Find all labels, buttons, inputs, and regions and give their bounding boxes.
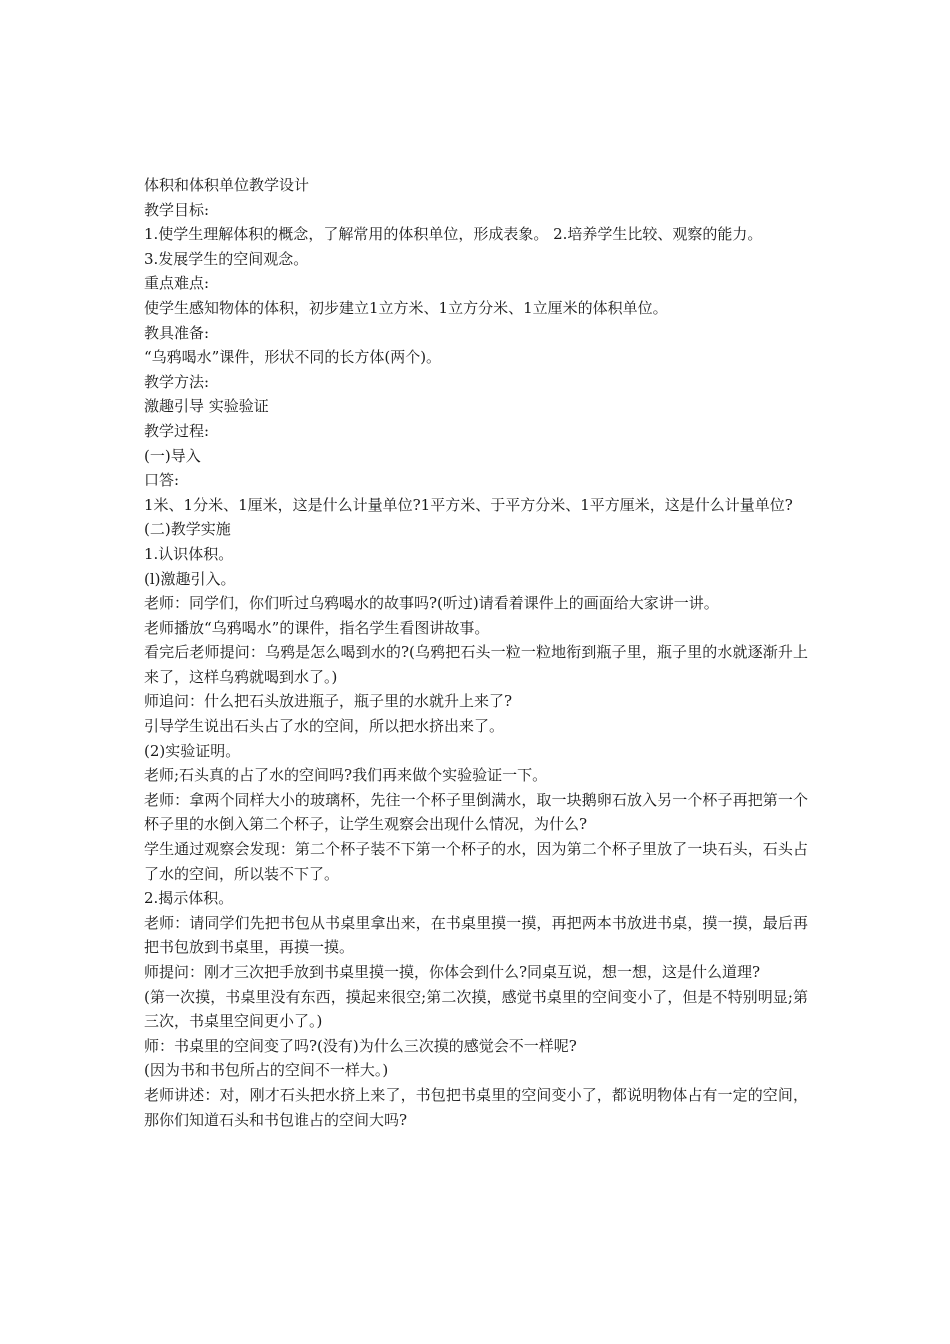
paragraph: 教学方法: bbox=[144, 372, 210, 391]
paragraph: (二)教学实施 bbox=[144, 520, 231, 539]
paragraph: 激趣引导 实验验证 bbox=[144, 397, 269, 416]
paragraph: (一)导入 bbox=[144, 446, 201, 465]
paragraph: 老师：拿两个同样大小的玻璃杯，先往一个杯子里倒满水，取一块鹅卵石放入另一个杯子再把第一个杯子里的水倒入第二个杯子，让学生观察会出现什么情况，为什么? bbox=[144, 790, 808, 834]
paragraph: (因为书和书包所占的空间不一样大。) bbox=[144, 1061, 389, 1080]
paragraph: 教具准备: bbox=[144, 323, 210, 342]
paragraph: 学生通过观察会发现：第二个杯子装不下第一个杯子的水，因为第二个杯子里放了一块石头，石头占了水的空间，所以装不下了。 bbox=[144, 840, 808, 883]
paragraph: (l)激趣引入。 bbox=[144, 569, 236, 588]
paragraph: 老师播放“乌鸦喝水”的课件，指名学生看图讲故事。 bbox=[144, 618, 490, 637]
paragraph: 1.使学生理解体积的概念，了解常用的体积单位，形成表象。 2.培养学生比较、观察的能力。 bbox=[144, 225, 763, 244]
paragraph: 老师：请同学们先把书包从书桌里拿出来，在书桌里摸一摸，再把两本书放进书桌，摸一摸，最后再把书包放到书桌里，再摸一摸。 bbox=[144, 913, 808, 957]
paragraph: 口答: bbox=[144, 471, 180, 490]
paragraph: 1米、1分米、1厘米，这是什么计量单位?1平方米、于平方分米、1平方厘米，这是什么计量单位? bbox=[144, 495, 793, 514]
document-title: 体积和体积单位教学设计 bbox=[144, 176, 310, 194]
paragraph: (2)实验证明。 bbox=[144, 741, 241, 760]
paragraph: 重点难点: bbox=[144, 274, 210, 293]
paragraph: “乌鸦喝水”课件，形状不同的长方体(两个)。 bbox=[144, 348, 442, 367]
paragraph: 师：书桌里的空间变了吗?(没有)为什么三次摸的感觉会不一样呢? bbox=[144, 1036, 577, 1055]
document-body bbox=[144, 173, 808, 1132]
paragraph: 使学生感知物体的体积，初步建立1立方米、1立方分米、1立厘米的体积单位。 bbox=[144, 298, 668, 317]
paragraph: 老师：同学们，你们听过乌鸦喝水的故事吗?(听过)请看着课件上的画面给大家讲一讲。 bbox=[144, 594, 719, 613]
paragraph: 老师;石头真的占了水的空间吗?我们再来做个实验验证一下。 bbox=[144, 766, 548, 785]
paragraph: (第一次摸，书桌里没有东西，摸起来很空;第二次摸，感觉书桌里的空间变小了，但是不特别明显;第三次，书桌里空间更小了。) bbox=[144, 987, 808, 1031]
paragraph: 3.发展学生的空间观念。 bbox=[144, 249, 309, 268]
paragraph: 师追问：什么把石头放进瓶子，瓶子里的水就升上来了? bbox=[144, 692, 513, 711]
paragraph: 老师讲述：对，刚才石头把水挤上来了，书包把书桌里的空间变小了，都说明物体占有一定的空间，那你们知道石头和书包谁占的空间大吗? bbox=[144, 1085, 808, 1129]
paragraph: 教学目标: bbox=[144, 200, 210, 219]
paragraph: 引导学生说出石头占了水的空间，所以把水挤出来了。 bbox=[144, 717, 505, 736]
paragraph: 2.揭示体积。 bbox=[144, 889, 234, 908]
paragraph: 1.认识体积。 bbox=[144, 544, 234, 563]
paragraph: 师提问：刚才三次把手放到书桌里摸一摸，你体会到什么?同桌互说，想一想，这是什么道理? bbox=[144, 963, 761, 981]
paragraph: 看完后老师提问：乌鸦是怎么喝到水的?(乌鸦把石头一粒一粒地衔到瓶子里，瓶子里的水就逐渐升上来了，这样乌鸦就喝到水了。) bbox=[144, 643, 808, 686]
paragraph: 教学过程: bbox=[144, 421, 210, 440]
